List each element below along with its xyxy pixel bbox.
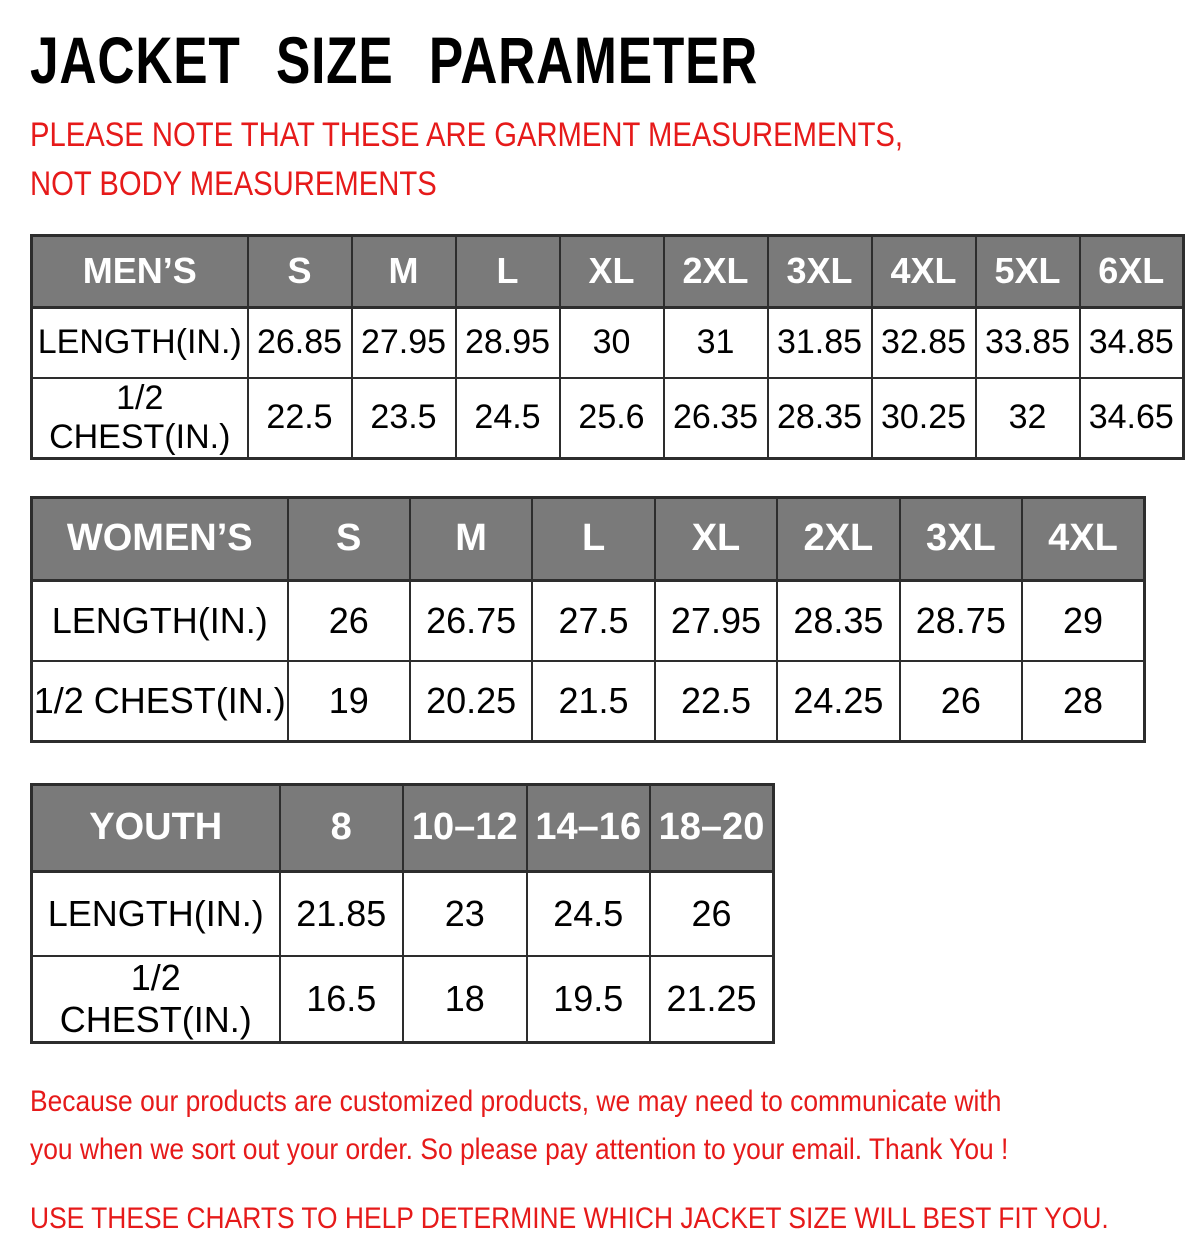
size-column-header: 2XL [777, 497, 899, 580]
size-column-header: XL [560, 235, 664, 307]
fit-advice-line: USE THESE CHARTS TO HELP DETERMINE WHICH JACKET SIZE WILL BEST FIT YOU. [30, 1201, 1109, 1235]
garment-measurement-note: PLEASE NOTE THAT THESE ARE GARMENT MEASUREMENTS, NOT BODY MEASUREMENTS [30, 116, 904, 203]
size-value-cell: 28 [1022, 661, 1144, 742]
measurement-row-label: 1/2 CHEST(IN.) [32, 661, 288, 742]
size-column-header: L [456, 235, 560, 307]
size-value-cell: 32.85 [872, 307, 976, 378]
size-value-cell: 24.25 [777, 661, 899, 742]
page-title-text: JACKET SIZE PARAMETER [30, 23, 759, 97]
size-value-cell: 19 [288, 661, 410, 742]
size-value-cell: 31 [664, 307, 768, 378]
size-value-cell: 31.85 [768, 307, 872, 378]
size-column-header: 6XL [1080, 235, 1184, 307]
measurement-row-label: 1/2 CHEST(IN.) [32, 956, 280, 1043]
table-row [32, 956, 774, 1043]
size-value-cell: 20.25 [410, 661, 532, 742]
size-value-cell: 29 [1022, 580, 1144, 661]
size-value-cell: 26.85 [248, 307, 352, 378]
youth-size-table [30, 783, 775, 1044]
table-row [32, 580, 1145, 661]
table-row [32, 661, 1145, 742]
size-value-cell: 27.5 [532, 580, 654, 661]
womens-size-table [30, 496, 1146, 743]
measurement-row-label: 1/2 CHEST(IN.) [32, 378, 248, 459]
size-column-header: XL [655, 497, 777, 580]
size-value-cell: 16.5 [280, 956, 404, 1043]
size-value-cell: 27.95 [352, 307, 456, 378]
size-value-cell: 25.6 [560, 378, 664, 459]
size-value-cell: 26 [900, 661, 1022, 742]
size-column-header: S [248, 235, 352, 307]
mens-size-table [30, 234, 1185, 460]
table-category-label: WOMEN’S [32, 497, 288, 580]
size-value-cell: 27.95 [655, 580, 777, 661]
size-column-header: 5XL [976, 235, 1080, 307]
size-value-cell: 21.85 [280, 871, 404, 956]
size-value-cell: 18 [403, 956, 527, 1043]
size-value-cell: 26.35 [664, 378, 768, 459]
size-value-cell: 30 [560, 307, 664, 378]
size-header-row [32, 235, 1184, 307]
size-value-cell: 30.25 [872, 378, 976, 459]
size-value-cell: 32 [976, 378, 1080, 459]
size-value-cell: 28.95 [456, 307, 560, 378]
size-value-cell: 26 [288, 580, 410, 661]
size-value-cell: 24.5 [456, 378, 560, 459]
size-column-header: M [352, 235, 456, 307]
size-column-header: 14–16 [527, 784, 651, 871]
size-value-cell: 22.5 [655, 661, 777, 742]
size-column-header: M [410, 497, 532, 580]
size-column-header: 10–12 [403, 784, 527, 871]
table-category-label: MEN’S [32, 235, 248, 307]
size-value-cell: 26.75 [410, 580, 532, 661]
size-value-cell: 28.35 [777, 580, 899, 661]
size-value-cell: 19.5 [527, 956, 651, 1043]
table-row [32, 871, 774, 956]
size-column-header: 8 [280, 784, 404, 871]
size-value-cell: 33.85 [976, 307, 1080, 378]
table-category-label: YOUTH [32, 784, 280, 871]
size-header-row [32, 784, 774, 871]
size-value-cell: 22.5 [248, 378, 352, 459]
table-row [32, 307, 1184, 378]
size-column-header: 4XL [1022, 497, 1144, 580]
size-value-cell: 34.65 [1080, 378, 1184, 459]
size-value-cell: 34.85 [1080, 307, 1184, 378]
size-header-row [32, 497, 1145, 580]
size-column-header: 3XL [900, 497, 1022, 580]
table-row [32, 378, 1184, 459]
size-value-cell: 23 [403, 871, 527, 956]
size-value-cell: 24.5 [527, 871, 651, 956]
measurement-row-label: LENGTH(IN.) [32, 871, 280, 956]
size-value-cell: 28.75 [900, 580, 1022, 661]
size-column-header: S [288, 497, 410, 580]
size-column-header: 2XL [664, 235, 768, 307]
size-column-header: 18–20 [650, 784, 774, 871]
size-column-header: 3XL [768, 235, 872, 307]
size-column-header: L [532, 497, 654, 580]
page-title [30, 23, 1180, 97]
size-value-cell: 28.35 [768, 378, 872, 459]
size-value-cell: 21.5 [532, 661, 654, 742]
measurement-row-label: LENGTH(IN.) [32, 307, 248, 378]
size-value-cell: 23.5 [352, 378, 456, 459]
size-value-cell: 26 [650, 871, 774, 956]
size-value-cell: 21.25 [650, 956, 774, 1043]
measurement-row-label: LENGTH(IN.) [32, 580, 288, 661]
customization-notice: Because our products are customized products, we may need to communicate with you when we sort out your order. So please pay attention to your email. Thank You ! [30, 1084, 1009, 1166]
size-column-header: 4XL [872, 235, 976, 307]
